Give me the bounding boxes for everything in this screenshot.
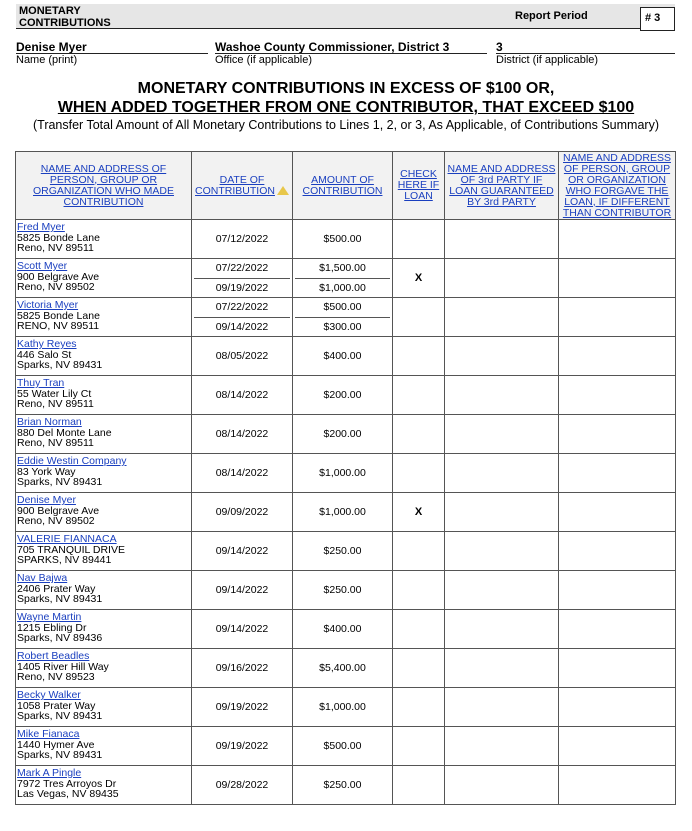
contributor-street: 1405 River Hill Way — [17, 660, 109, 673]
contribution-amount: $200.00 — [323, 389, 362, 401]
loan-check-cell — [393, 766, 445, 805]
contributor-street: 5825 Bonde Lane — [17, 309, 100, 322]
amount-cell — [293, 415, 393, 454]
contribution-date: 09/19/2022 — [215, 281, 269, 294]
loan-check-cell — [393, 376, 445, 415]
contribution-date: 09/16/2022 — [215, 662, 269, 674]
column-header-date[interactable] — [192, 152, 293, 220]
date-cell — [192, 259, 293, 298]
contributor-city: Sparks, NV 89431 — [17, 749, 103, 761]
column-header-label: CHECK HERE IF LOAN — [397, 168, 440, 202]
forgiver-cell — [559, 532, 676, 571]
office-value: Washoe County Commissioner, District 3 — [215, 40, 450, 54]
table-row — [16, 766, 676, 805]
contributor-name-link[interactable]: VALERIE FIANNACA — [17, 533, 117, 545]
column-header-loan[interactable] — [393, 152, 445, 220]
amount-cell — [293, 259, 393, 298]
contributor-city: RENO, NV 89511 — [17, 320, 100, 332]
third-party-cell — [445, 376, 559, 415]
date-cell — [192, 571, 293, 610]
contributor-name-link[interactable]: Thuy Tran — [17, 377, 65, 389]
contributor-name-link[interactable]: Wayne Martin — [17, 611, 82, 623]
contribution-date: 07/12/2022 — [215, 233, 269, 245]
contributor-name-link[interactable]: Mark A Pingle — [17, 767, 82, 779]
report-number-box: # 3 — [640, 7, 675, 31]
contributor-name-link[interactable]: Denise Myer — [17, 494, 76, 506]
contribution-amount: $400.00 — [323, 623, 362, 635]
loan-check-cell — [393, 493, 445, 532]
contributor-street: 900 Belgrave Ave — [17, 504, 100, 517]
contributor-name-link[interactable]: Kathy Reyes — [17, 338, 77, 350]
table-row — [16, 337, 676, 376]
table-row — [16, 727, 676, 766]
amount-cell — [293, 688, 393, 727]
amount-cell — [293, 766, 393, 805]
contributor-city: Las Vegas, NV 89435 — [17, 788, 119, 800]
amount-cell — [293, 376, 393, 415]
amount-cell — [293, 571, 393, 610]
forgiver-cell — [559, 688, 676, 727]
third-party-cell — [445, 688, 559, 727]
loan-check-mark: X — [414, 272, 423, 284]
date-cell — [192, 727, 293, 766]
contributor-street: 7972 Tres Arroyos Dr — [17, 777, 117, 790]
contributor-name-link[interactable]: Becky Walker — [17, 689, 81, 701]
forgiver-cell — [559, 259, 676, 298]
contribution-date: 09/14/2022 — [215, 623, 269, 635]
contributor-cell — [16, 727, 192, 766]
column-header-amount[interactable] — [293, 152, 393, 220]
third-party-cell — [445, 298, 559, 337]
table-row — [16, 571, 676, 610]
forgiver-cell — [559, 220, 676, 259]
contribution-date: 09/09/2022 — [215, 506, 269, 518]
column-header-forgiver[interactable] — [559, 152, 676, 220]
contributor-cell — [16, 298, 192, 337]
contribution-date: 09/14/2022 — [215, 320, 269, 333]
date-cell — [192, 298, 293, 337]
third-party-cell — [445, 454, 559, 493]
amount-cell — [293, 454, 393, 493]
contributor-street: 1215 Ebling Dr — [17, 621, 87, 634]
amount-cell — [293, 337, 393, 376]
date-cell — [192, 610, 293, 649]
sort-ascending-icon[interactable] — [277, 186, 289, 195]
date-cell — [192, 454, 293, 493]
date-cell — [192, 337, 293, 376]
contributor-cell — [16, 220, 192, 259]
contributor-name-link[interactable]: Scott Myer — [17, 260, 68, 272]
contributor-city: Sparks, NV 89431 — [17, 593, 103, 605]
forgiver-cell — [559, 766, 676, 805]
contribution-date: 07/22/2022 — [194, 298, 290, 318]
contribution-date: 09/19/2022 — [215, 701, 269, 713]
loan-check-cell — [393, 259, 445, 298]
loan-check-cell — [393, 415, 445, 454]
contribution-amount: $500.00 — [323, 233, 362, 245]
contributor-name-link[interactable]: Victoria Myer — [17, 299, 79, 311]
contribution-amount: $500.00 — [295, 298, 390, 318]
contributor-street: 1440 Hymer Ave — [17, 738, 95, 751]
contributor-city: SPARKS, NV 89441 — [17, 554, 112, 566]
amount-cell — [293, 532, 393, 571]
date-cell — [192, 493, 293, 532]
contribution-date: 09/14/2022 — [215, 584, 269, 596]
contributor-city: Reno, NV 89511 — [17, 398, 94, 410]
third-party-cell — [445, 610, 559, 649]
loan-check-cell — [393, 610, 445, 649]
contributor-cell — [16, 688, 192, 727]
date-cell — [192, 376, 293, 415]
contribution-date: 08/14/2022 — [215, 389, 269, 401]
contributor-street: 446 Salo St — [17, 348, 72, 361]
contribution-amount: $250.00 — [323, 545, 362, 557]
contributor-street: 2406 Prater Way — [17, 582, 96, 595]
forgiver-cell — [559, 337, 676, 376]
office-label: Office (if applicable) — [215, 54, 313, 66]
forgiver-cell — [559, 415, 676, 454]
amount-cell — [293, 649, 393, 688]
loan-check-cell — [393, 649, 445, 688]
date-cell — [192, 415, 293, 454]
contributor-cell — [16, 337, 192, 376]
third-party-cell — [445, 532, 559, 571]
contribution-date: 07/22/2022 — [194, 259, 290, 279]
forgiver-cell — [559, 454, 676, 493]
contributor-name-link[interactable]: Eddie Westin Company — [17, 455, 127, 467]
third-party-cell — [445, 493, 559, 532]
column-header-label: NAME AND ADDRESS OF PERSON, GROUP OR ORGANIZATION WHO MADE CONTRIBUTION — [33, 162, 174, 208]
third-party-cell — [445, 220, 559, 259]
contributor-street: 880 Del Monte Lane — [17, 426, 112, 439]
contributor-city: Reno, NV 89502 — [17, 281, 95, 293]
contributor-city: Reno, NV 89523 — [17, 671, 95, 683]
contributor-street: 83 York Way — [17, 465, 76, 478]
amount-cell — [293, 220, 393, 259]
contributor-name-link[interactable]: Brian Norman — [17, 416, 82, 428]
district-value: 3 — [496, 40, 503, 54]
contributor-street: 1058 Prater Way — [17, 699, 96, 712]
forgiver-cell — [559, 298, 676, 337]
third-party-cell — [445, 649, 559, 688]
column-header-label: NAME AND ADDRESS OF PERSON, GROUP OR ORGANIZATION WHO FORGAVE THE LOAN, IF DIFFERENT THAN CONTRIBUTOR — [562, 151, 672, 219]
table-row — [16, 649, 676, 688]
table-row — [16, 493, 676, 532]
section-heading-line1: MONETARY CONTRIBUTIONS IN EXCESS OF $100 OR, — [137, 80, 555, 97]
column-header-label: DATE OF CONTRIBUTION — [195, 173, 275, 197]
contribution-date: 08/05/2022 — [215, 350, 269, 362]
date-cell — [192, 532, 293, 571]
contributor-name-link[interactable]: Fred Myer — [17, 221, 65, 233]
third-party-cell — [445, 259, 559, 298]
forgiver-cell — [559, 493, 676, 532]
contributor-cell — [16, 376, 192, 415]
contributor-cell — [16, 454, 192, 493]
contribution-amount: $1,000.00 — [319, 506, 366, 518]
contributor-city: Sparks, NV 89431 — [17, 359, 103, 371]
date-cell — [192, 649, 293, 688]
table-row — [16, 532, 676, 571]
table-row — [16, 259, 676, 298]
contribution-amount: $1,000.00 — [319, 281, 366, 294]
contributor-cell — [16, 610, 192, 649]
column-header-third-party[interactable] — [445, 152, 559, 220]
contributor-name-link[interactable]: Robert Beadles — [17, 650, 90, 662]
contributor-street: 5825 Bonde Lane — [17, 231, 100, 244]
contributor-name-link[interactable]: Nav Bajwa — [17, 572, 68, 584]
contribution-date: 09/19/2022 — [215, 740, 269, 752]
third-party-cell — [445, 766, 559, 805]
contributor-city: Reno, NV 89511 — [17, 242, 94, 254]
contributor-street: 55 Water Lily Ct — [17, 387, 92, 400]
table-row — [16, 688, 676, 727]
table-row — [16, 415, 676, 454]
third-party-cell — [445, 415, 559, 454]
table-header-row — [16, 152, 676, 220]
loan-check-mark: X — [414, 506, 423, 518]
contributor-cell — [16, 259, 192, 298]
amount-cell — [293, 298, 393, 337]
forgiver-cell — [559, 649, 676, 688]
contributor-street: 705 TRANQUIL DRIVE — [17, 543, 125, 556]
table-row — [16, 376, 676, 415]
forgiver-cell — [559, 727, 676, 766]
contribution-amount: $300.00 — [323, 320, 362, 333]
date-cell — [192, 220, 293, 259]
section-subtitle: (Transfer Total Amount of All Monetary Contributions to Lines 1, 2, or 3, As Applicable, of Contributions Summary) — [32, 118, 659, 132]
contributor-city: Sparks, NV 89436 — [17, 632, 103, 644]
contributor-cell — [16, 766, 192, 805]
loan-check-cell — [393, 298, 445, 337]
contribution-amount: $1,500.00 — [295, 259, 390, 279]
third-party-cell — [445, 571, 559, 610]
contributions-table — [15, 151, 676, 805]
report-header-bar — [16, 4, 675, 29]
amount-cell — [293, 493, 393, 532]
contribution-amount: $250.00 — [323, 779, 362, 791]
contribution-amount: $400.00 — [323, 350, 362, 362]
loan-check-cell — [393, 727, 445, 766]
form-title: MONETARY CONTRIBUTIONS — [19, 5, 111, 29]
contributor-cell — [16, 493, 192, 532]
contribution-date: 08/14/2022 — [215, 467, 269, 479]
contribution-amount: $200.00 — [323, 428, 362, 440]
contributor-street: 900 Belgrave Ave — [17, 270, 100, 283]
report-period-label: Report Period — [515, 10, 588, 22]
contributor-cell — [16, 649, 192, 688]
column-header-contributor[interactable] — [16, 152, 192, 220]
loan-check-cell — [393, 220, 445, 259]
contributor-city: Reno, NV 89511 — [17, 437, 94, 449]
column-header-label: AMOUNT OF CONTRIBUTION — [302, 173, 383, 197]
forgiver-cell — [559, 610, 676, 649]
loan-check-cell — [393, 454, 445, 493]
loan-check-cell — [393, 571, 445, 610]
contribution-amount: $1,000.00 — [319, 701, 366, 713]
district-label: District (if applicable) — [496, 54, 599, 66]
column-header-label: NAME AND ADDRESS OF 3rd PARTY IF LOAN GUARANTEED BY 3rd PARTY — [447, 162, 556, 208]
forgiver-cell — [559, 571, 676, 610]
table-row — [16, 610, 676, 649]
loan-check-cell — [393, 337, 445, 376]
amount-cell — [293, 610, 393, 649]
name-label: Name (print) — [16, 54, 78, 66]
contributor-city: Sparks, NV 89431 — [17, 710, 103, 722]
contribution-amount: $1,000.00 — [319, 467, 366, 479]
candidate-name: Denise Myer — [16, 40, 87, 54]
contributor-cell — [16, 532, 192, 571]
third-party-cell — [445, 337, 559, 376]
loan-check-cell — [393, 532, 445, 571]
contribution-amount: $250.00 — [323, 584, 362, 596]
date-cell — [192, 688, 293, 727]
table-row — [16, 220, 676, 259]
contributor-name-link[interactable]: Mike Fianaca — [17, 728, 80, 740]
contribution-amount: $500.00 — [323, 740, 362, 752]
section-heading-line2: WHEN ADDED TOGETHER FROM ONE CONTRIBUTOR, THAT EXCEED $100 — [57, 99, 635, 116]
contributor-city: Reno, NV 89502 — [17, 515, 95, 527]
contribution-date: 09/14/2022 — [215, 545, 269, 557]
table-row — [16, 454, 676, 493]
contribution-amount: $5,400.00 — [319, 662, 366, 674]
date-cell — [192, 766, 293, 805]
third-party-cell — [445, 727, 559, 766]
contribution-date: 08/14/2022 — [215, 428, 269, 440]
contributor-city: Sparks, NV 89431 — [17, 476, 103, 488]
loan-check-cell — [393, 688, 445, 727]
contribution-date: 09/28/2022 — [215, 779, 269, 791]
contributor-cell — [16, 571, 192, 610]
contributor-cell — [16, 415, 192, 454]
forgiver-cell — [559, 376, 676, 415]
amount-cell — [293, 727, 393, 766]
table-row — [16, 298, 676, 337]
